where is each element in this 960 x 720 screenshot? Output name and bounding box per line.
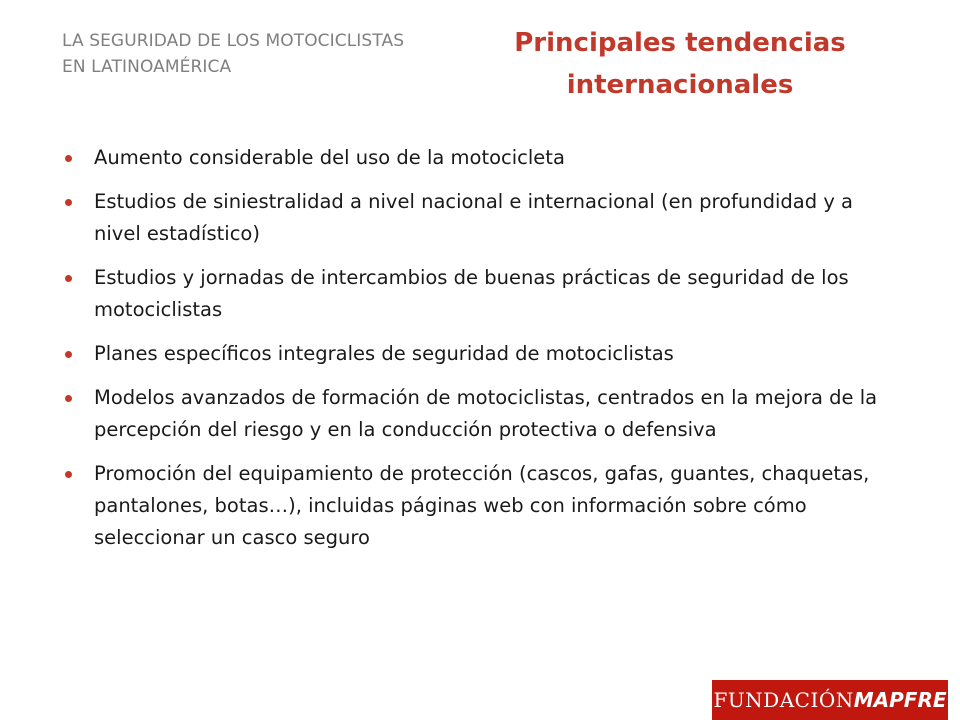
- bullet-item: [62, 338, 902, 370]
- bullet-item: [62, 186, 902, 250]
- bullet-text: Estudios y jornadas de intercambios de buenas prácticas de seguridad de los motociclistas: [94, 266, 849, 321]
- bullet-text: Aumento considerable del uso de la motocicleta: [94, 146, 565, 169]
- logo-text-fundacion: FUNDACIÓN: [713, 688, 854, 712]
- bullet-text: Promoción del equipamiento de protección (cascos, gafas, guantes, chaquetas, pantalones, botas…), incluidas páginas web con información sobre cómo seleccionar un casco seguro: [94, 462, 870, 549]
- bullet-item: [62, 262, 902, 326]
- bullet-item: [62, 458, 902, 554]
- bullet-text: Estudios de siniestralidad a nivel nacional e internacional (en profundidad y a nivel estadístico): [94, 190, 854, 245]
- bullet-list: [62, 142, 902, 566]
- kicker-line-2: EN LATINOAMÉRICA: [62, 57, 232, 77]
- bullet-item: [62, 382, 902, 446]
- bullet-text: Planes específicos integrales de seguridad de motociclistas: [94, 342, 674, 365]
- slide-title: [480, 22, 880, 106]
- bullet-dot-icon: [65, 199, 72, 206]
- bullet-dot-icon: [65, 351, 72, 358]
- kicker-line-1: LA SEGURIDAD DE LOS MOTOCICLISTAS: [62, 31, 405, 51]
- title-line-2: internacionales: [566, 70, 794, 100]
- bullet-item: [62, 142, 902, 174]
- bullet-dot-icon: [65, 155, 72, 162]
- bullet-dot-icon: [65, 395, 72, 402]
- bullet-dot-icon: [65, 275, 72, 282]
- bullet-text: Modelos avanzados de formación de motociclistas, centrados en la mejora de la percepción del riesgo y en la conducción protectiva o defensiva: [94, 386, 878, 441]
- fundacion-mapfre-logo: [712, 680, 948, 720]
- logo-text-mapfre: MAPFRE: [853, 688, 947, 712]
- title-line-1: Principales tendencias: [514, 28, 846, 58]
- presentation-kicker: [62, 28, 462, 80]
- bullet-dot-icon: [65, 471, 72, 478]
